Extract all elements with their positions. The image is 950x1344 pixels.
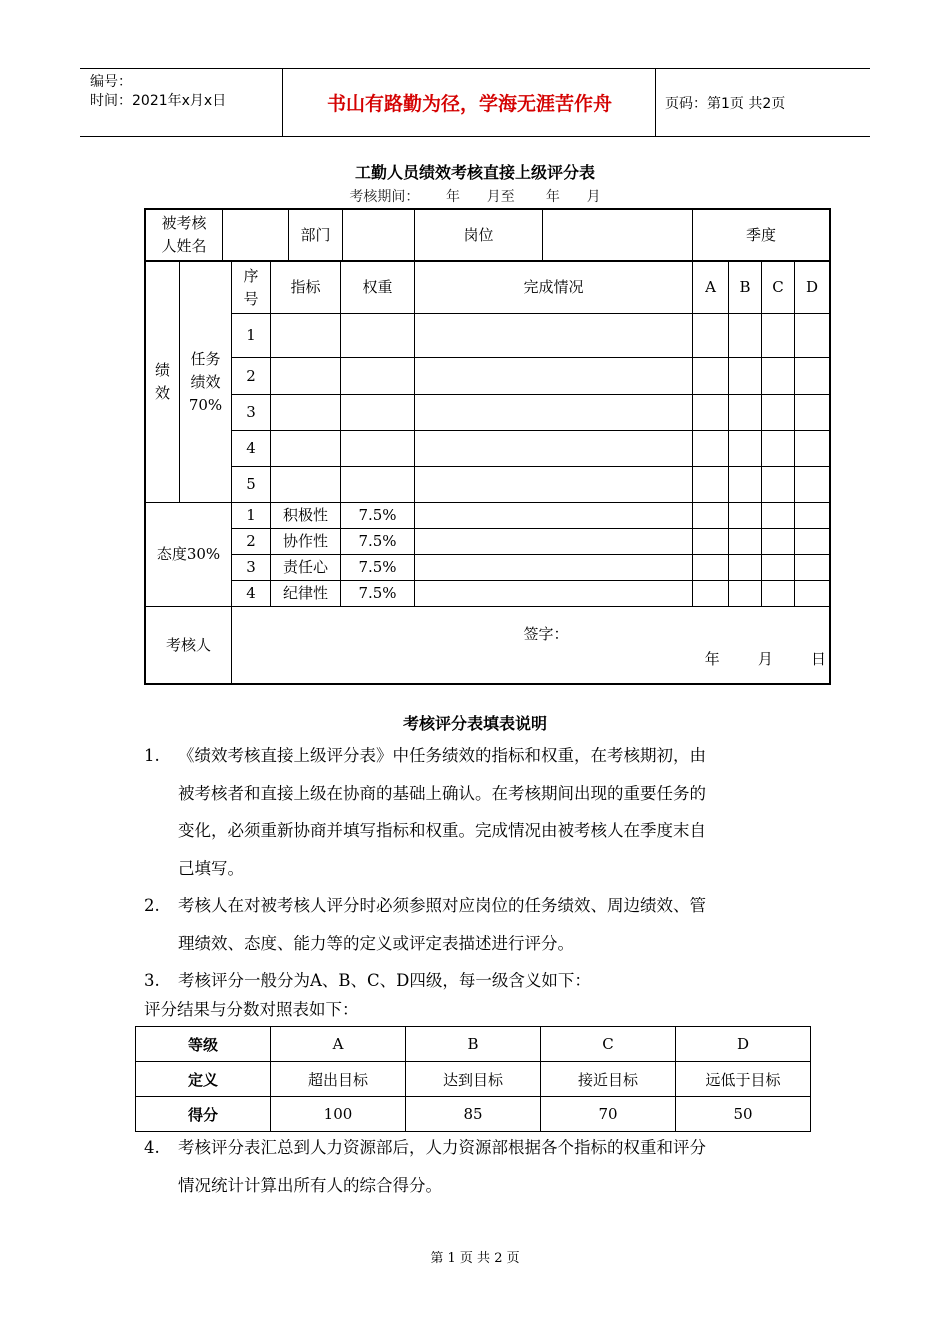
time-label: 时间：2021年x月x日 — [90, 93, 227, 109]
page-info: 页码：第1页 共2页 — [665, 95, 786, 112]
assessment-period: 考核期间： 年 月至 年 月 — [349, 189, 601, 205]
col-header-indicator: 指标 — [290, 278, 321, 296]
col-header-b: B — [739, 278, 751, 296]
task-row-seq: 3 — [246, 403, 256, 421]
item-number: 4. — [144, 1138, 160, 1157]
table-row — [136, 1027, 811, 1062]
department-field[interactable] — [343, 210, 414, 260]
col-header-a: A — [705, 278, 716, 296]
grade-definition-cell: 达到目标 — [406, 1062, 541, 1097]
attitude-row-indicator: 协作性 — [282, 532, 328, 550]
row-divider — [231, 394, 829, 395]
grade-score-cell: 50 — [676, 1097, 811, 1132]
grade-score-cell: 85 — [406, 1097, 541, 1132]
form-title: 工勤人员绩效考核直接上级评分表 — [354, 163, 595, 182]
table-row — [136, 1097, 811, 1132]
row-divider — [231, 430, 829, 431]
grade-definition-cell: 远低于目标 — [676, 1062, 811, 1097]
col-header-completion: 完成情况 — [523, 278, 584, 296]
attitude-row-indicator: 纪律性 — [282, 584, 328, 602]
instruction-item-2 — [178, 887, 706, 962]
attitude-row-indicator: 积极性 — [282, 506, 328, 524]
header-meta — [90, 73, 226, 111]
table-row — [136, 1062, 811, 1097]
attitude-row-seq: 1 — [246, 506, 256, 524]
attitude-row-weight: 7.5% — [358, 584, 397, 602]
attitude-row-weight: 7.5% — [358, 532, 397, 550]
position-field[interactable] — [543, 210, 692, 260]
text-line: 情况统计计算出所有人的综合得分。 — [178, 1175, 442, 1195]
signature-date: 年 月 日 — [704, 649, 826, 668]
grade-header-cell: A — [271, 1027, 406, 1062]
performance-label: 绩效 — [154, 361, 170, 402]
row-divider — [231, 466, 829, 467]
text-line: 变化，必须重新协商并填写指标和权重。完成情况由被考核人在季度末自 — [178, 821, 706, 840]
task-row-seq: 1 — [246, 326, 256, 344]
grade-score-cell: 70 — [541, 1097, 676, 1132]
attitude-label: 态度30% — [156, 545, 221, 563]
col-header-weight: 权重 — [362, 278, 393, 296]
col-header-seq: 序号 — [243, 266, 259, 308]
header-divider — [655, 69, 656, 136]
attitude-row-indicator: 责任心 — [282, 558, 328, 576]
text-line: 被考核者和直接上级在协商的基础上确认。在考核期间出现的重要任务的 — [178, 783, 706, 803]
item-number: 1. — [144, 746, 160, 765]
item-number: 3. — [144, 971, 160, 990]
text-line: 考核人在对被考核人评分时必须参照对应岗位的任务绩效、周边绩效、管 — [178, 896, 706, 915]
attitude-row-seq: 3 — [246, 558, 256, 576]
grade-score-cell: 100 — [271, 1097, 406, 1132]
assessor-label: 考核人 — [165, 635, 211, 654]
text-line: 考核评分一般分为A、B、C、D四级，每一级含义如下： — [178, 971, 591, 990]
evaluation-form-table — [144, 208, 831, 685]
employee-name-field[interactable] — [223, 210, 288, 260]
employee-name-label: 被考核人姓名 — [161, 214, 207, 255]
task-row-seq: 4 — [246, 439, 256, 457]
attitude-row-seq: 4 — [246, 584, 256, 602]
attitude-row-seq: 2 — [246, 532, 256, 550]
department-label: 部门 — [300, 225, 331, 244]
attitude-row-weight: 7.5% — [358, 506, 397, 524]
task-performance-label: 任务绩效70% — [188, 349, 223, 414]
grade-definition-cell: 超出目标 — [271, 1062, 406, 1097]
text-line: 己填写。 — [178, 858, 244, 878]
grade-score-table — [135, 1026, 811, 1132]
number-label: 编号： — [90, 74, 132, 90]
item-number: 2. — [144, 896, 160, 915]
header-motto: 书山有路勤为径，学海无涯苦作舟 — [326, 93, 612, 115]
grade-header-cell: C — [541, 1027, 676, 1062]
text-line: 理绩效、态度、能力等的定义或评定表描述进行评分。 — [178, 933, 574, 953]
grade-definition-cell: 接近目标 — [541, 1062, 676, 1097]
attitude-row-weight: 7.5% — [358, 558, 397, 576]
task-row-seq: 2 — [246, 366, 256, 385]
instruction-item-1 — [178, 737, 706, 887]
grade-score-cell: 得分 — [136, 1097, 271, 1132]
col-header-c: C — [772, 278, 784, 296]
grade-definition-cell: 定义 — [136, 1062, 271, 1097]
col-header-d: D — [805, 278, 819, 296]
instruction-item-4 — [178, 1129, 706, 1204]
grade-header-cell: 等级 — [136, 1027, 271, 1062]
row-divider — [146, 606, 829, 607]
row-divider — [231, 313, 829, 314]
signature-label: 签字： — [523, 624, 569, 643]
page-footer: 第 1 页 共 2 页 — [430, 1251, 520, 1266]
instructions-title: 考核评分表填表说明 — [402, 714, 547, 733]
text-line: 《绩效考核直接上级评分表》中任务绩效的指标和权重，在考核期初，由 — [178, 746, 706, 765]
quarter-label: 季度 — [745, 225, 776, 244]
row-divider — [231, 357, 829, 358]
task-row-seq: 5 — [246, 475, 256, 493]
grade-table-intro: 评分结果与分数对照表如下： — [144, 1000, 359, 1019]
grade-header-cell: B — [406, 1027, 541, 1062]
page-header — [80, 68, 870, 137]
grade-header-cell: D — [676, 1027, 811, 1062]
position-label: 岗位 — [463, 225, 494, 244]
text-line: 考核评分表汇总到人力资源部后，人力资源部根据各个指标的权重和评分 — [178, 1138, 706, 1157]
